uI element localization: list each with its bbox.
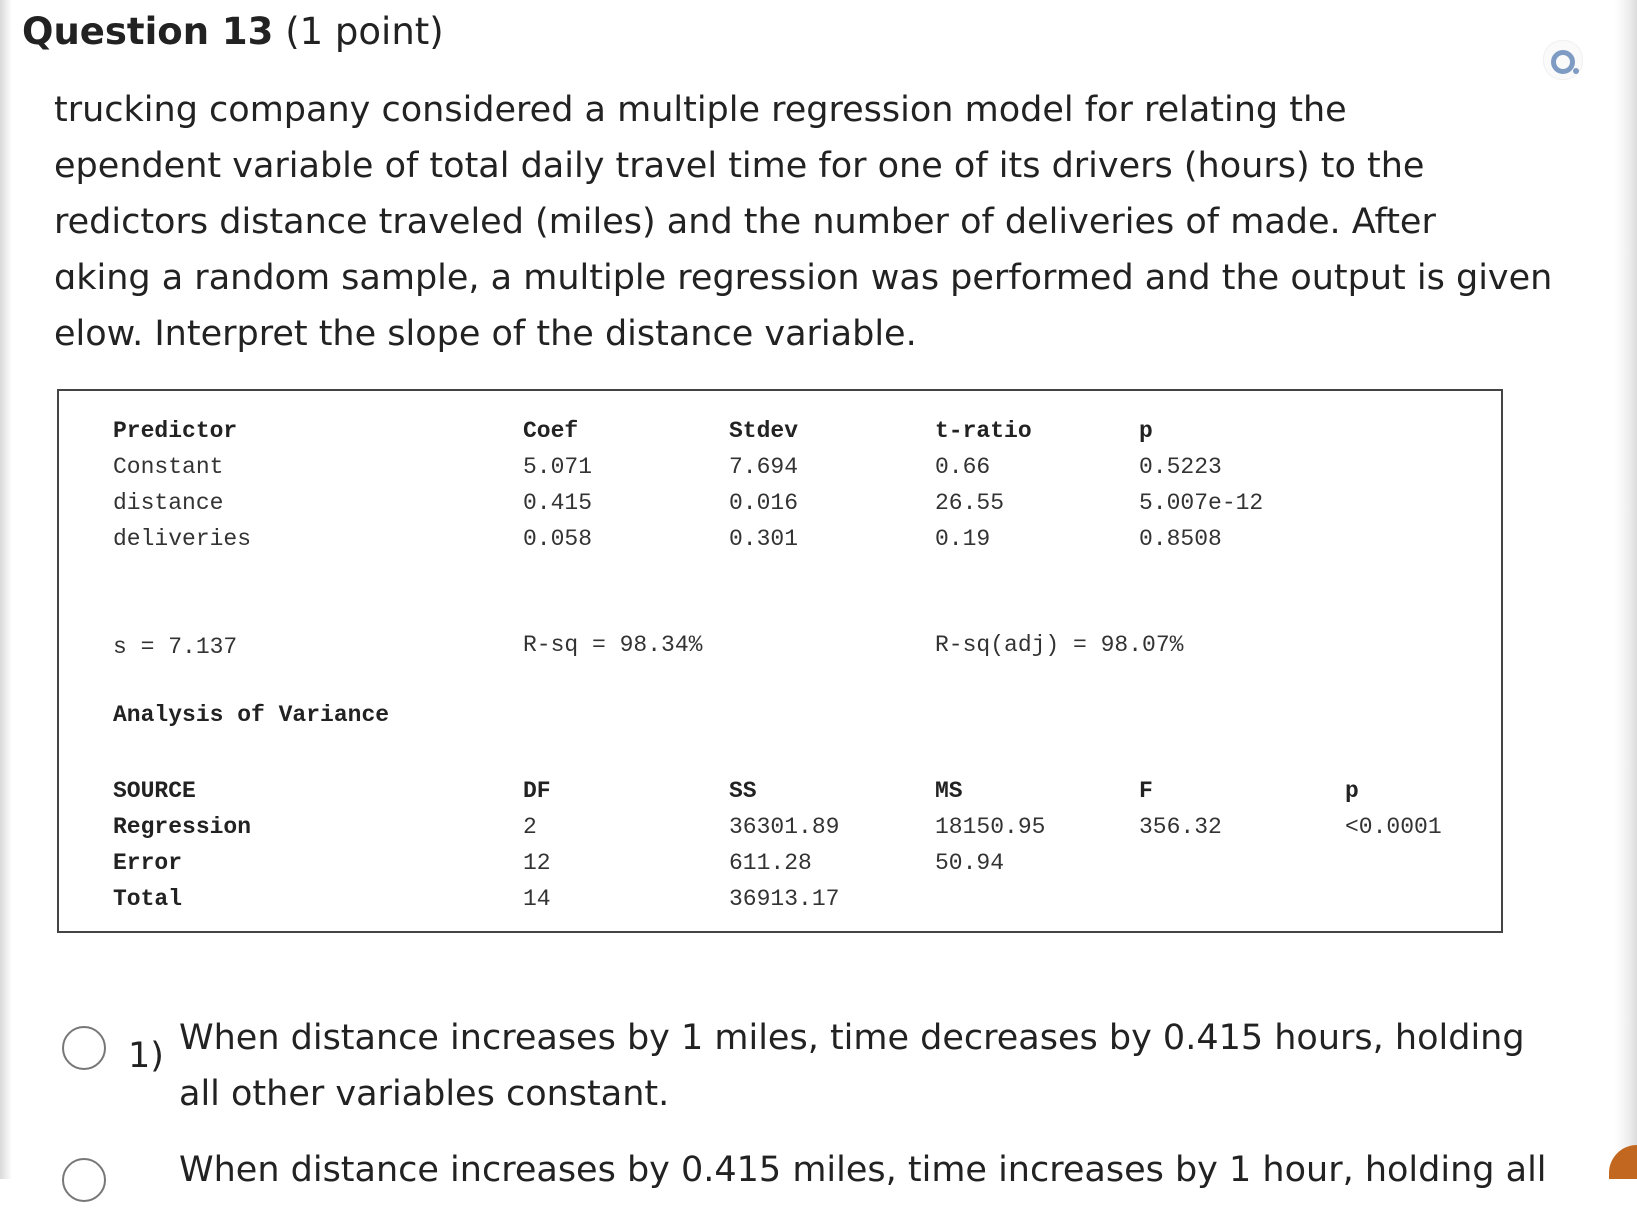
coef-cell: 0.8508: [1139, 526, 1222, 552]
prompt-line: redictors distance traveled (miles) and the number of deliveries of made. After: [54, 202, 1436, 242]
radio-button[interactable]: [62, 1026, 106, 1070]
coef-cell: 5.071: [523, 454, 593, 480]
anova-cell: 36301.89: [729, 814, 840, 840]
anova-cell: 18150.95: [935, 814, 1046, 840]
choice-text[interactable]: all other variables constant.: [179, 1074, 670, 1114]
coef-cell: distance: [113, 490, 224, 516]
anova-title: Analysis of Variance: [113, 702, 390, 728]
coef-cell: 0.415: [523, 490, 593, 516]
question-header: [22, 10, 444, 53]
anova-cell: 611.28: [729, 850, 812, 876]
prompt-line: trucking company considered a multiple regression model for relating the: [54, 90, 1347, 130]
r-squared: R-sq = 98.34%: [523, 632, 703, 658]
coef-cell: 0.016: [729, 490, 799, 516]
s-statistic: s = 7.137: [113, 634, 238, 660]
radio-button[interactable]: [62, 1158, 106, 1202]
coef-cell: 7.694: [729, 454, 799, 480]
choice-text[interactable]: When distance increases by 1 miles, time decreases by 0.415 hours, holding: [179, 1018, 1525, 1058]
prompt-line: ɑking a random sample, a multiple regression was performed and the output is given: [54, 258, 1553, 298]
coef-header: Predictor: [113, 418, 238, 444]
corner-accent: [1609, 1145, 1637, 1179]
regression-output-image: [57, 389, 1503, 933]
anova-cell: Regression: [113, 814, 252, 840]
coef-cell: 0.19: [935, 526, 991, 552]
anova-cell: <0.0001: [1345, 814, 1442, 840]
coef-cell: 26.55: [935, 490, 1005, 516]
question-points: (1 point): [285, 10, 444, 53]
prompt-line: elow. Interpret the slope of the distance variable.: [54, 314, 917, 354]
anova-cell: 36913.17: [729, 886, 840, 912]
search-icon-ring: [1551, 50, 1575, 74]
anova-cell: Error: [113, 850, 183, 876]
coef-cell: 5.007e-12: [1139, 490, 1264, 516]
coef-header: p: [1139, 418, 1153, 444]
anova-header: F: [1139, 778, 1153, 804]
search-icon-handle: [1573, 68, 1579, 74]
coef-cell: 0.058: [523, 526, 593, 552]
prompt-line: ependent variable of total daily travel time for one of its drivers (hours) to the: [54, 146, 1425, 186]
choice-text[interactable]: When distance increases by 0.415 miles, time increases by 1 hour, holding all: [179, 1150, 1547, 1190]
anova-header: MS: [935, 778, 963, 804]
question-title: Question 13: [22, 10, 274, 53]
choice-number: 1): [128, 1036, 164, 1076]
coef-cell: deliveries: [113, 526, 252, 552]
left-page-shadow: [0, 0, 12, 1179]
anova-header: p: [1345, 778, 1359, 804]
anova-header: SOURCE: [113, 778, 196, 804]
anova-cell: 50.94: [935, 850, 1005, 876]
coef-cell: 0.66: [935, 454, 991, 480]
anova-cell: 12: [523, 850, 551, 876]
anova-cell: 2: [523, 814, 537, 840]
coef-cell: Constant: [113, 454, 224, 480]
coef-header: Coef: [523, 418, 579, 444]
search-icon[interactable]: [1543, 40, 1583, 80]
anova-cell: 14: [523, 886, 551, 912]
anova-header: DF: [523, 778, 551, 804]
coef-header: Stdev: [729, 418, 799, 444]
coef-cell: 0.5223: [1139, 454, 1222, 480]
coef-cell: 0.301: [729, 526, 799, 552]
r-squared-adjusted: R-sq(adj) = 98.07%: [935, 632, 1184, 658]
anova-cell: 356.32: [1139, 814, 1222, 840]
coef-header: t-ratio: [935, 418, 1032, 444]
anova-cell: Total: [113, 886, 183, 912]
anova-header: SS: [729, 778, 757, 804]
right-page-shadow: [1615, 0, 1637, 1179]
